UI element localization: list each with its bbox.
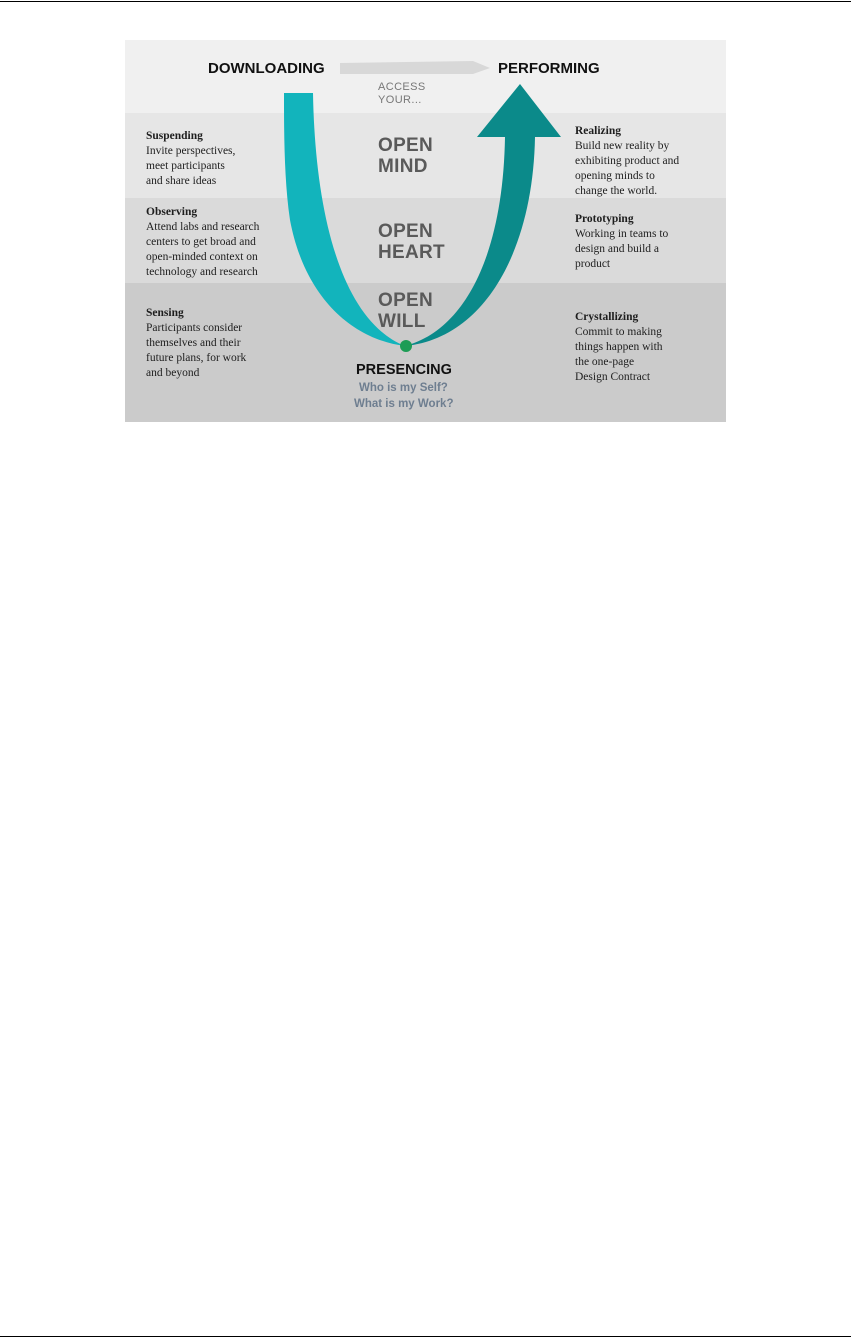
access-your-label: ACCESS YOUR... (378, 81, 426, 106)
observing-block (146, 205, 259, 280)
performing-label: PERFORMING (498, 60, 600, 77)
open-will-label: OPEN WILL (378, 290, 434, 332)
suspending-text: Invite perspectives, meet participants and share ideas (146, 145, 236, 187)
access-arrow (340, 61, 490, 74)
prototyping-block (575, 212, 668, 272)
crystallizing-text: Commit to making things happen with the one-page Design Contract (575, 326, 663, 383)
open-heart-label: OPEN HEART (378, 221, 445, 263)
realizing-block (575, 124, 679, 199)
who-is-my-self: Who is my Self? (359, 382, 448, 394)
sensing-block (146, 306, 246, 381)
realizing-text: Build new reality by exhibiting product and opening minds to change the world. (575, 140, 680, 197)
theory-u-diagram (125, 40, 726, 422)
prototyping-text: Working in teams to design and build a product (575, 228, 669, 270)
crystallizing-heading: Crystallizing (575, 311, 639, 323)
what-is-my-work: What is my Work? (354, 398, 454, 410)
crystallizing-block (575, 310, 663, 385)
suspending-block (146, 129, 235, 189)
suspending-heading: Suspending (146, 130, 203, 142)
sensing-text: Participants consider themselves and their future plans, for work and beyond (146, 322, 247, 379)
presencing-label: PRESENCING (356, 362, 452, 378)
sensing-heading: Sensing (146, 307, 184, 319)
observing-heading: Observing (146, 206, 198, 218)
open-mind-label: OPEN MIND (378, 135, 434, 177)
bottom-rule (0, 1336, 851, 1337)
observing-text: Attend labs and research centers to get broad and open-minded context on technology and research (146, 221, 260, 278)
realizing-heading: Realizing (575, 125, 621, 137)
downloading-label: DOWNLOADING (208, 60, 325, 77)
prototyping-heading: Prototyping (575, 213, 634, 225)
presence-dot (400, 340, 412, 352)
top-rule (0, 1, 851, 2)
